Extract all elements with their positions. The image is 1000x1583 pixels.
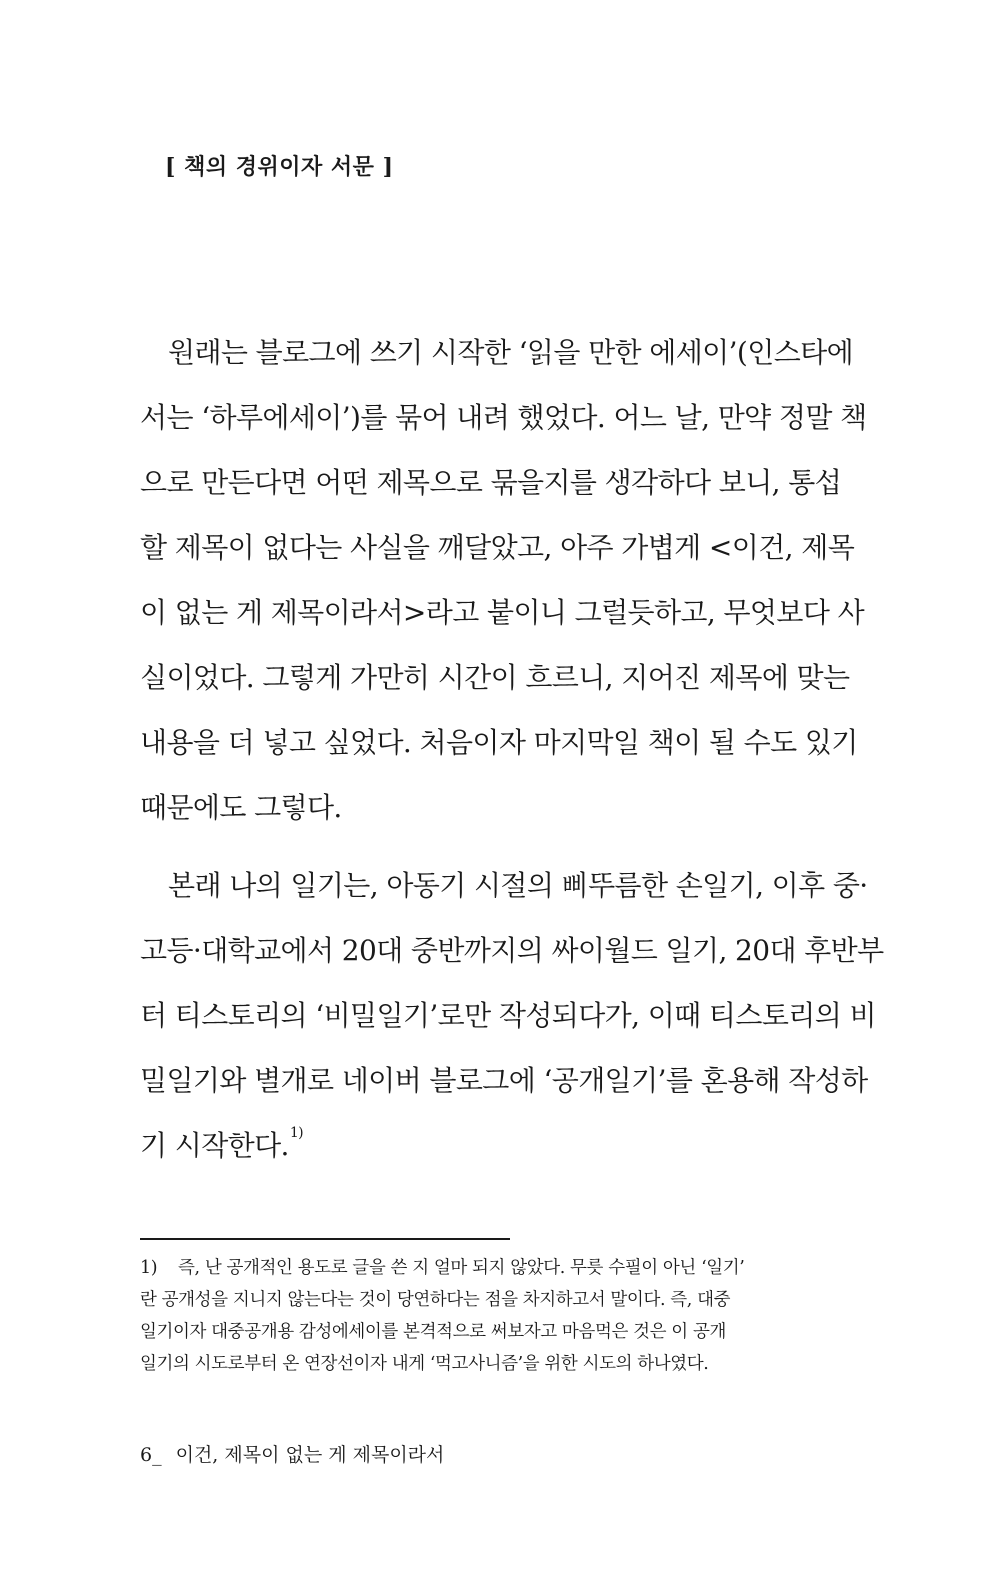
page-number: 6_ [140,1444,162,1466]
paragraph-line: 실이었다. 그렇게 가만히 시간이 흐르니, 지어진 제목에 맞는 [140,661,850,694]
paragraph-line: 본래 나의 일기는, 아동기 시절의 삐뚜름한 손일기, 이후 중· [168,869,868,902]
paragraph-line: 내용을 더 넣고 싶었다. 처음이자 마지막일 책이 될 수도 있기 [140,726,858,759]
section-heading: [ 책의 경위이자 서문 ] [165,154,394,180]
footnote [140,1252,805,1380]
paragraph-line-text: 기 시작한다. [140,1129,289,1162]
running-title: 이건, 제목이 없는 게 제목이라서 [175,1444,445,1466]
footnote-line: 일기이자 대중공개용 감성에세이를 본격적으로 써보자고 마음먹은 것은 이 공개 [140,1322,726,1342]
footnote-line [140,1252,805,1284]
paragraph-line: 고등·대학교에서 20대 중반까지의 싸이월드 일기, 20대 후반부 [140,934,884,967]
footnote-text: 즉, 난 공개적인 용도로 글을 쓴 지 얼마 되지 않았다. 무릇 수필이 아닌 ‘일기’ [178,1258,745,1278]
paragraph-line: 원래는 블로그에 쓰기 시작한 ‘읽을 만한 에세이’(인스타에 [168,336,854,369]
paragraph-line: 서는 ‘하루에세이’)를 묶어 내려 했었다. 어느 날, 만약 정말 책 [140,401,867,434]
paragraph-1 [140,320,867,840]
footnote-line: 란 공개성을 지니지 않는다는 것이 당연하다는 점을 차지하고서 말이다. 즉, 대중 [140,1290,731,1310]
paragraph-2 [140,853,884,1178]
paragraph-last-line [140,1113,800,1178]
footnote-divider [140,1238,510,1240]
paragraph-line: 이 없는 게 제목이라서>라고 붙이니 그럴듯하고, 무엇보다 사 [140,596,865,629]
footnote-number: 1) [140,1258,158,1278]
page-footer [140,1440,444,1467]
paragraph-line: 할 제목이 없다는 사실을 깨달았고, 아주 가볍게 <이건, 제목 [140,531,855,564]
paragraph-line: 밀일기와 별개로 네이버 블로그에 ‘공개일기’를 혼용해 작성하 [140,1064,868,1097]
paragraph-line: 때문에도 그렇다. [140,791,342,824]
paragraph-line: 터 티스토리의 ‘비밀일기’로만 작성되다가, 이때 티스토리의 비 [140,999,876,1032]
paragraph-line: 으로 만든다면 어떤 제목으로 묶을지를 생각하다 보니, 통섭 [140,466,842,499]
footnote-line: 일기의 시도로부터 온 연장선이자 내게 ‘먹고사니즘’을 위한 시도의 하나였다. [140,1354,709,1374]
footnote-reference[interactable]: 1) [289,1125,304,1141]
